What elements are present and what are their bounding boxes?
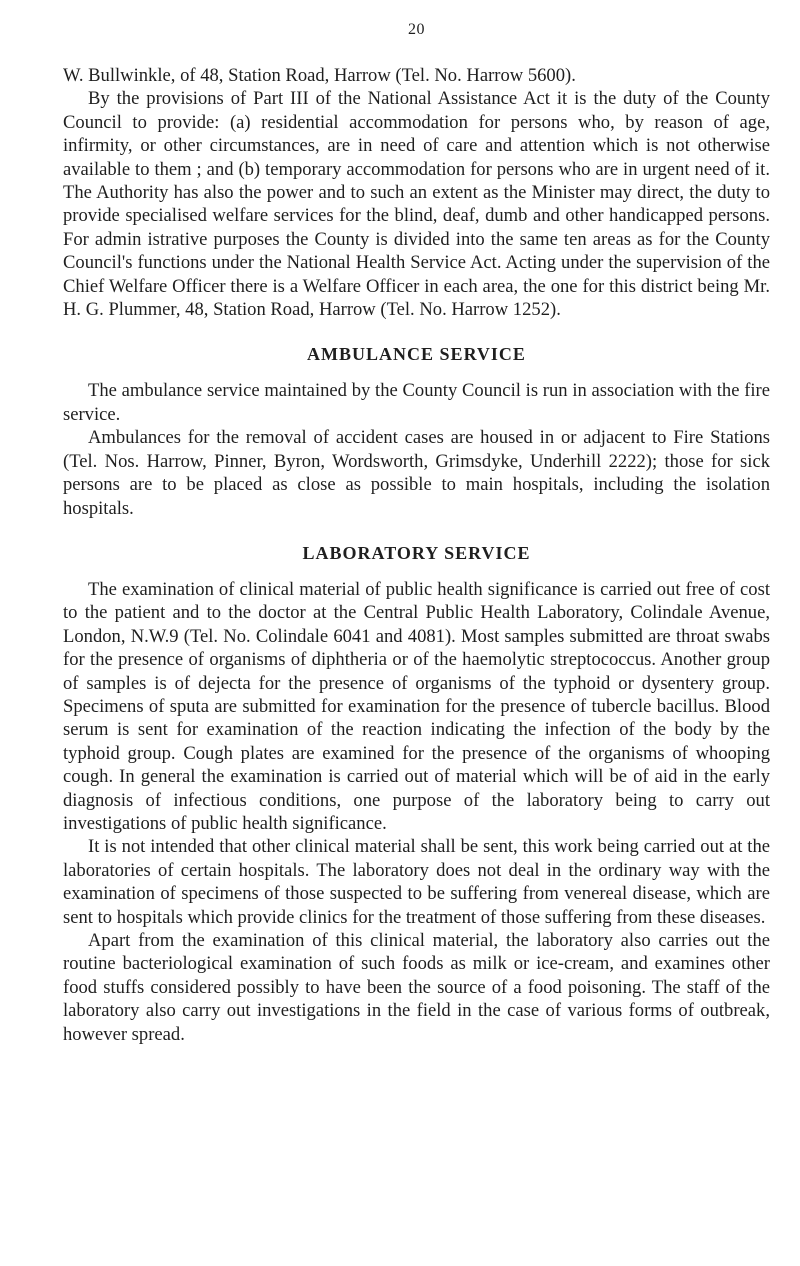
ambulance-service-heading: AMBULANCE SERVICE	[307, 344, 526, 365]
page-number: 20	[408, 21, 425, 38]
ambulance-paragraph-1: The ambulance service maintained by the County Council is run in association with the fire service.	[63, 380, 770, 425]
laboratory-paragraph-1: The examination of clinical material of public health significance is carried out free of cost to the patient and to the doctor at the Central Public Health Laboratory, Colindale Avenue, London, N.W.9 (Tel. No. Colindale 6041 and 4081). Most samples submitted are throat swabs for the presence of organisms of diphtheria or of the haemolytic streptococcus. Another group of samples is of dejecta for the presence of organisms of the typhoid or dysentery group. Specimens of sputa are submitted for examination for the presence of tubercle bacillus. Blood serum is sent for examination of the reaction indicating the infection of the body by the typhoid group. Cough plates are examined for the presence of the organisms of whooping cough. In general the examination is carried out of material which will be of aid in the early diagnosis of infectious conditions, one purpose of the laboratory being to carry out investigations of public health significance.	[63, 578, 770, 834]
laboratory-service-heading: LABORATORY SERVICE	[302, 542, 531, 563]
intro-paragraph-1: W. Bullwinkle, of 48, Station Road, Harrow (Tel. No. Harrow 5600).	[63, 65, 576, 86]
laboratory-paragraph-2: It is not intended that other clinical material shall be sent, this work being carried out at the laboratories of certain hospitals. The laboratory does not deal in the ordinary way with the examination of specimens of those suspected to be suffering from venereal disease, which are sent to hospitals which provide clinics for the treatment of those suffering from these diseases.	[63, 836, 770, 928]
intro-paragraph-2: By the provisions of Part III of the National Assistance Act it is the duty of the County Council to provide: (a) residential accommodation for persons who, by reason of age, infirmity, or other circumstances, are in need of care and attention which is not otherwise available to them ; and (b) temporary accommodation for persons who are in urgent need of it. The Authority has also the power and to such an extent as the Minister may direct, the duty to provide specialised welfare services for the blind, deaf, dumb and other handicapped persons. For admin istrative purposes the County is divided into the same ten areas as for the County Council's functions under the National Health Service Act. Acting under the supervision of the Chief Welfare Officer there is a Welfare Officer in each area, the one for this district being Mr. H. G. Plummer, 48, Station Road, Harrow (Tel. No. Harrow 1252).	[63, 88, 770, 321]
laboratory-paragraph-3: Apart from the examination of this clinical material, the laboratory also carries out the routine bacteriological examination of such foods as milk or ice-cream, and examines other food stuffs considered possibly to have been the source of a food poisoning. The staff of the laboratory also carry out investigations in the field in the case of various forms of outbreak, however spread.	[63, 930, 770, 1045]
ambulance-paragraph-2: Ambulances for the removal of accident cases are housed in or adjacent to Fire Stations (Tel. Nos. Harrow, Pinner, Byron, Wordsworth, Grimsdyke, Underhill 2222); those for sick persons are to be placed as close as possible to main hospitals, including the isolation hospitals.	[63, 427, 770, 519]
document-page	[63, 20, 770, 1046]
